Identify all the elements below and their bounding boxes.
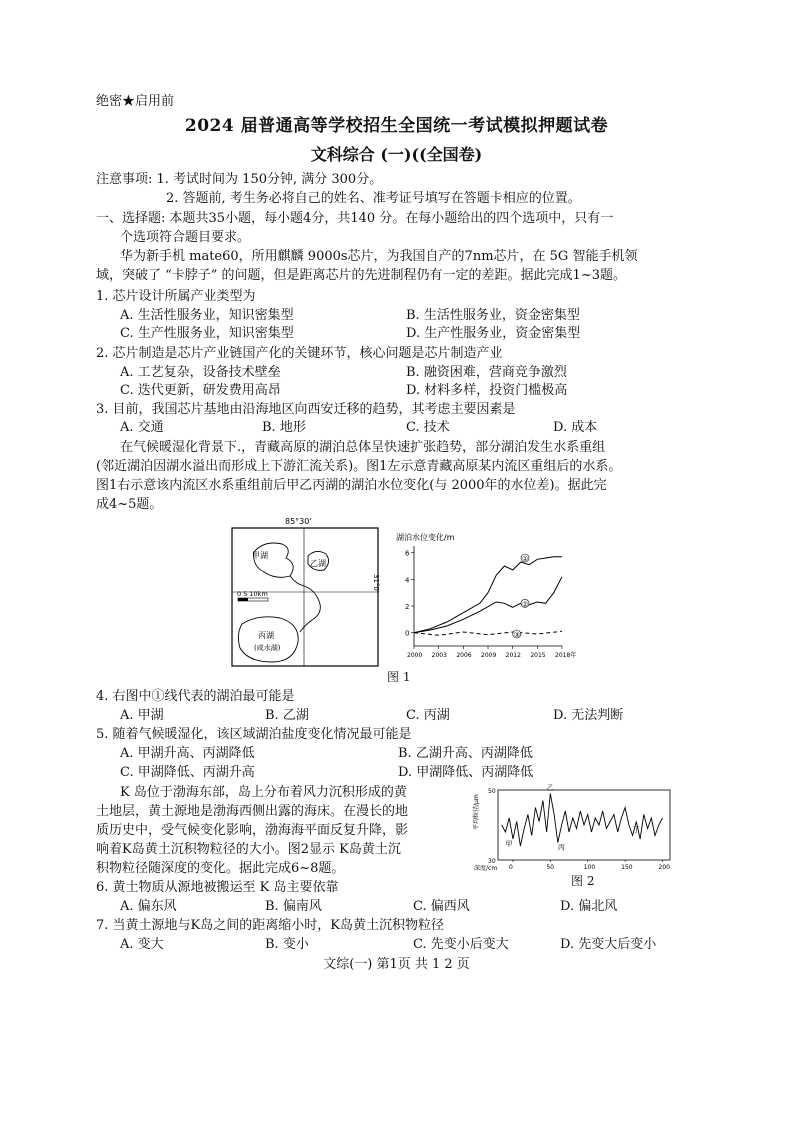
- question-3-option-b[interactable]: B. 地形: [262, 420, 306, 435]
- chart-1-x-tick-label: 2009: [481, 652, 497, 659]
- question-2-stem: 2. 芯片制造是芯片产业链国产化的关键环节，核心问题是芯片制造产业: [96, 346, 503, 361]
- map-longitude-label: 85°30': [285, 517, 312, 526]
- question-4-stem: 4. 右图中①线代表的湖泊最可能是: [96, 689, 295, 704]
- chart-1-series-label: ①: [522, 555, 529, 563]
- chart-2-x-tick-label: 50: [546, 864, 554, 871]
- question-4-option-c[interactable]: C. 丙湖: [406, 708, 450, 723]
- exam-subtitle: 文科综合 (一)((全国卷): [310, 145, 483, 164]
- question-1-option-c[interactable]: C. 生产性服务业，知识密集型: [120, 326, 294, 341]
- question-6-option-c[interactable]: C. 偏西风: [413, 899, 470, 914]
- chart-1-series-label: ②: [522, 600, 529, 609]
- figure-2-chart: [468, 784, 678, 874]
- passage-3-line-4: 响着K岛黄土沉积物粒径的大小。图2显示 K岛黄土沉: [96, 842, 401, 857]
- figure-1-map: [224, 514, 384, 670]
- question-2-option-d[interactable]: D. 材料多样，投资门槛极高: [406, 383, 568, 398]
- question-5-option-d[interactable]: D. 甲湖降低、丙湖降低: [398, 765, 534, 780]
- question-1-stem: 1. 芯片设计所属产业类型为: [96, 289, 256, 304]
- question-4-option-b[interactable]: B. 乙湖: [265, 708, 309, 723]
- figure-1-caption: 图 1: [387, 670, 411, 684]
- question-7-option-c[interactable]: C. 先变小后变大: [413, 937, 509, 952]
- question-5-option-a[interactable]: A. 甲湖升高、丙湖降低: [120, 746, 255, 761]
- passage-3-line-5: 积物粒径随深度的变化。据此完成6~8题。: [96, 861, 345, 876]
- passage-1-line-1: 华为新手机 mate60，所用麒麟 9000s芯片，为我国自产的7nm芯片，在 5G 智能手机领: [120, 249, 638, 264]
- question-7-option-d[interactable]: D. 先变大后变小: [560, 937, 657, 952]
- question-3-option-c[interactable]: C. 技术: [406, 420, 450, 435]
- passage-2-line-2: (邻近湖泊因湖水溢出而形成上下游汇流关系)。图1左示意青藏高原某内流区重组后的水系。: [96, 459, 622, 474]
- secret-label: 绝密★启用前: [96, 94, 175, 109]
- passage-3-line-3: 质历史中，受气候变化影响，渤海海平面反复升降，影: [96, 823, 409, 838]
- passage-3-line-2: 土地层，黄土源地是渤海西侧出露的海床。在漫长的地: [96, 804, 409, 819]
- question-1-option-a[interactable]: A. 生活性服务业，知识密集型: [120, 308, 294, 323]
- chart-1-x-tick-label: 2000: [407, 652, 423, 659]
- section-instructions: 一、选择题: 本题共35小题，每小题4分，共140 分。在每小题给出的四个选项中，只有一: [96, 211, 614, 226]
- chart-2-xlabel: 深度/cm: [474, 865, 498, 872]
- chart-2-series-line: [502, 794, 663, 847]
- lake-jia-shape: [254, 543, 293, 577]
- chart-1-y-tick-label: 4: [405, 576, 410, 585]
- chart-1-series-line: [414, 631, 562, 635]
- chart-1-y-tick-label: 6: [405, 549, 410, 558]
- question-1-option-d[interactable]: D. 生产性服务业，资金密集型: [406, 326, 581, 341]
- passage-2-line-4: 成4~5题。: [96, 497, 163, 512]
- question-2-option-a[interactable]: A. 工艺复杂，设备技术壁垒: [120, 365, 281, 380]
- question-4-option-a[interactable]: A. 甲湖: [120, 708, 164, 723]
- map-latitude-label: 31°0': [372, 574, 380, 593]
- question-7-stem: 7. 当黄土源地与K岛之间的距离缩小时，K岛黄土沉积物粒径: [96, 918, 444, 933]
- lake-jia-label: 甲湖: [252, 551, 268, 560]
- passage-3-line-1: K 岛位于渤海东部，岛上分布着风力沉积形成的黄: [120, 785, 407, 800]
- question-7-option-a[interactable]: A. 变大: [120, 937, 164, 952]
- passage-2-line-1: 在气候暖湿化背景下.，青藏高原的湖泊总体呈快速扩张趋势，部分湖泊发生水系重组: [120, 440, 606, 455]
- chart-1-x-tick-label: 2003: [431, 652, 447, 659]
- river-path: [290, 576, 320, 632]
- exam-title: 2024 届普通高等学校招生全国统一考试模拟押题试卷: [184, 116, 609, 136]
- question-7-option-b[interactable]: B. 变小: [265, 937, 309, 952]
- scale-bar-fill: [238, 598, 248, 601]
- question-5-stem: 5. 随着气候暖湿化，该区域湖泊盐度变化情况最可能是: [96, 727, 412, 742]
- question-3-option-a[interactable]: A. 交通: [120, 420, 164, 435]
- chart-2-point-label: 甲: [505, 840, 513, 848]
- lake-bing-label: 丙湖: [258, 631, 274, 640]
- chart-2-point-label: 乙: [546, 784, 554, 792]
- question-5-option-c[interactable]: C. 甲湖降低、丙湖升高: [120, 765, 255, 780]
- question-2-option-b[interactable]: B. 融资困难，营商竞争激烈: [406, 365, 567, 380]
- chart-2-y-tick-label: 50: [488, 788, 496, 795]
- chart-1-x-tick-label: 2006: [456, 652, 472, 659]
- chart-2-x-tick-label: 150: [621, 864, 633, 871]
- figure-2-caption: 图 2: [571, 874, 595, 888]
- question-6-option-b[interactable]: B. 偏南风: [265, 899, 322, 914]
- question-3-stem: 3. 目前，我国芯片基地由沿海地区向西安迁移的趋势，其考虑主要因素是: [96, 402, 516, 417]
- section-instructions-cont: 个选项符合题目要求。: [120, 230, 251, 245]
- chart-2-y-tick-label: 30: [488, 858, 496, 865]
- chart-1-y-tick-label: 0: [405, 629, 410, 638]
- chart-1-ylabel: 湖泊水位变化/m: [396, 533, 455, 542]
- question-3-option-d[interactable]: D. 成本: [553, 420, 598, 435]
- chart-1-x-tick-label: 2012: [505, 652, 521, 659]
- chart-2-x-tick-label: 0: [508, 864, 513, 871]
- chart-1-series-line: [414, 577, 562, 633]
- question-2-option-c[interactable]: C. 迭代更新，研发费用高昂: [120, 383, 281, 398]
- chart-1-series-line: [414, 557, 562, 633]
- notice-line-1: 注意事项: 1. 考试时间为 150分钟, 满分 300分。: [96, 172, 383, 187]
- lake-bing-note: (咸水湖): [254, 644, 281, 652]
- chart-1-y-tick-label: 2: [405, 603, 410, 611]
- chart-1-x-tick-label: 2018年: [555, 652, 577, 659]
- chart-2-x-tick-label: 200: [658, 864, 670, 871]
- passage-2-line-3: 图1右示意该内流区水系重组前后甲乙丙湖的湖泊水位变化(与 2000年的水位差)。据此完: [96, 478, 607, 493]
- chart-2-point-label: 丁: [632, 826, 640, 834]
- chart-1-x-tick-label: 2015: [530, 652, 546, 659]
- question-6-option-d[interactable]: D. 偏北风: [560, 899, 618, 914]
- question-4-option-d[interactable]: D. 无法判断: [553, 708, 624, 723]
- figure-1-chart: [392, 528, 577, 668]
- chart-2-ylabel: 平均粒径/μm: [473, 794, 480, 830]
- chart-2-x-tick-label: 100: [583, 864, 596, 871]
- lake-yi-label: 乙湖: [310, 559, 326, 568]
- chart-1-series-label: ③: [513, 631, 521, 639]
- question-6-stem: 6. 黄土物质从源地被搬运至 K 岛主要依靠: [96, 880, 339, 895]
- chart-2-point-label: 丙: [557, 843, 565, 852]
- scale-label: 0 5 10km: [237, 590, 268, 598]
- question-6-option-a[interactable]: A. 偏东风: [120, 899, 177, 914]
- question-1-option-b[interactable]: B. 生活性服务业，资金密集型: [406, 308, 580, 323]
- question-5-option-b[interactable]: B. 乙湖升高、丙湖降低: [398, 746, 533, 761]
- notice-line-2: 2. 答题前, 考生务必将自己的姓名、准考证号填写在答题卡相应的位置。: [166, 191, 581, 206]
- passage-1-line-2: 域，突破了 “卡脖子” 的问题，但是距离芯片的先进制程仍有一定的差距。据此完成1~3题。: [96, 268, 626, 283]
- page-footer: 文综(一) 第1页 共 1 2 页: [323, 957, 470, 972]
